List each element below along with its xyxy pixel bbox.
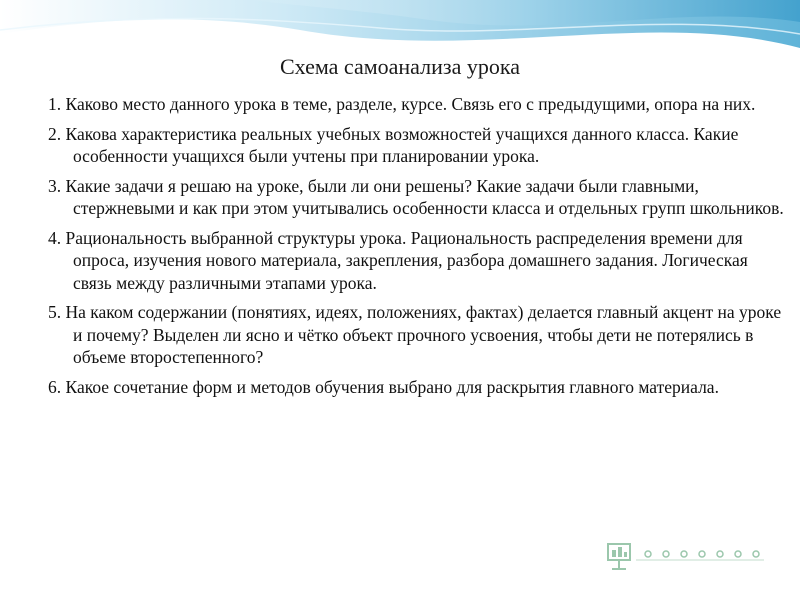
presentation-logo-icon [606,538,766,572]
list-item: 2. Какова характеристика реальных учебных возможностей учащихся данного класса. Какие особенности учащихся были учтены при планировании урока. [48,123,739,166]
list-item: 6. Какое сочетание форм и методов обучения выбрано для раскрытия главного материала. [48,376,719,397]
list-item: 3. Какие задачи я решаю на уроке, были ли они решены? Какие задачи были главными, стержневыми и как при этом учитывались особенности класса и отдельных групп школьников. [48,175,784,218]
list-item: 5. На каком содержании (понятиях, идеях, положениях, фактах) делается главный акцент на уроке и почему? Выделен ли ясно и чётко объект прочного усвоения, чтобы дети не потерялись в объеме второстепенного? [48,302,782,367]
list-item: 1. Каково место данного урока в теме, разделе, курсе. Связь его с предыдущими, опора на них. [48,94,756,114]
slide-title: Схема самоанализа урока [280,54,520,79]
list-item: 4. Рациональность выбранной структуры урока. Рациональность распределения времени для опроса, изучения нового материала, закрепления, разбора домашнего задания. Логическая связь между различными этапами урока. [48,227,748,293]
slide-content [48,93,788,405]
